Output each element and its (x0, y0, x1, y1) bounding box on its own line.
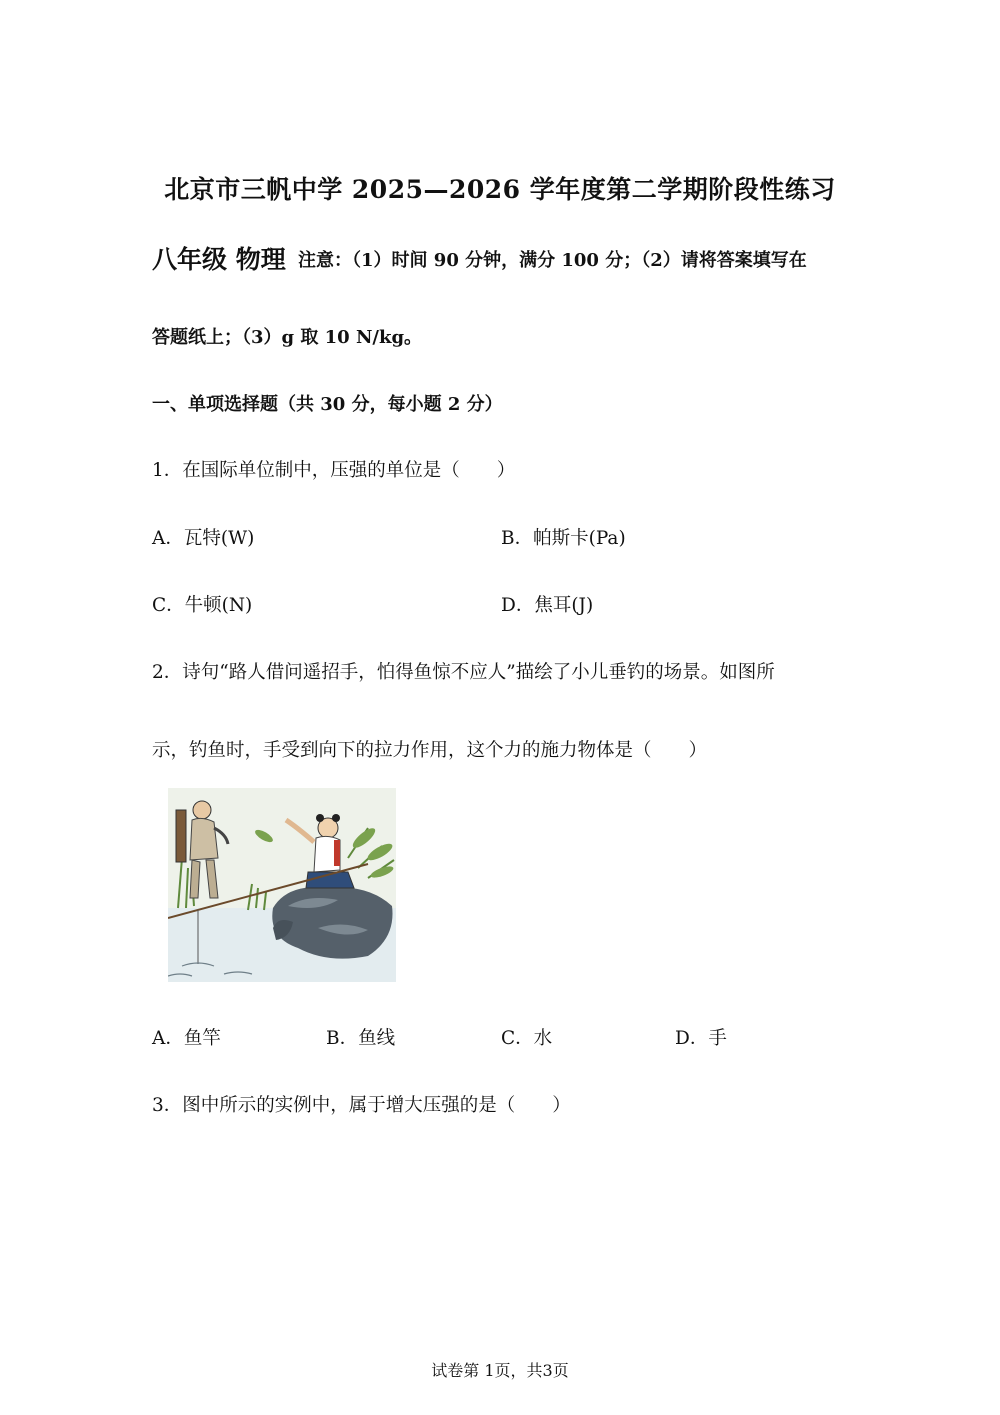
exam-title: 北京市三帆中学 2025—2026 学年度第二学期阶段性练习 (164, 175, 836, 204)
notice-line-2: 答题纸上；（3）g 取 10 N/kg。 (152, 327, 423, 348)
question-1-option-d: D．焦耳(J) (501, 595, 594, 616)
question-1-option-b: B．帕斯卡(Pa) (501, 528, 626, 549)
question-3-stem: 3．图中所示的实例中，属于增大压强的是（ ） (152, 1095, 571, 1116)
fishing-illustration (168, 788, 396, 982)
question-2-stem-line-1: 2．诗句“路人借问遥招手，怕得鱼惊不应人”描绘了小儿垂钓的场景。如图所 (152, 662, 775, 683)
question-2-option-d: D．手 (675, 1028, 727, 1049)
question-2-stem-line-2: 示，钓鱼时，手受到向下的拉力作用，这个力的施力物体是（ ） (152, 740, 708, 761)
question-2-option-c: C．水 (501, 1028, 553, 1049)
question-2-option-a: A．鱼竿 (152, 1028, 221, 1049)
question-2-option-b: B．鱼线 (326, 1028, 396, 1049)
question-1-option-a: A．瓦特(W) (152, 528, 255, 549)
page-footer: 试卷第 1页，共3页 (431, 1361, 569, 1380)
question-1-option-c: C．牛顿(N) (152, 595, 253, 616)
grade-subject: 八年级 物理 (152, 245, 286, 274)
notice-line-1: 注意：（1）时间 90 分钟，满分 100 分；（2）请将答案填写在 (298, 250, 807, 271)
question-1-stem: 1．在国际单位制中，压强的单位是（ ） (152, 460, 516, 481)
section-heading: 一、单项选择题（共 30 分，每小题 2 分） (152, 394, 503, 415)
